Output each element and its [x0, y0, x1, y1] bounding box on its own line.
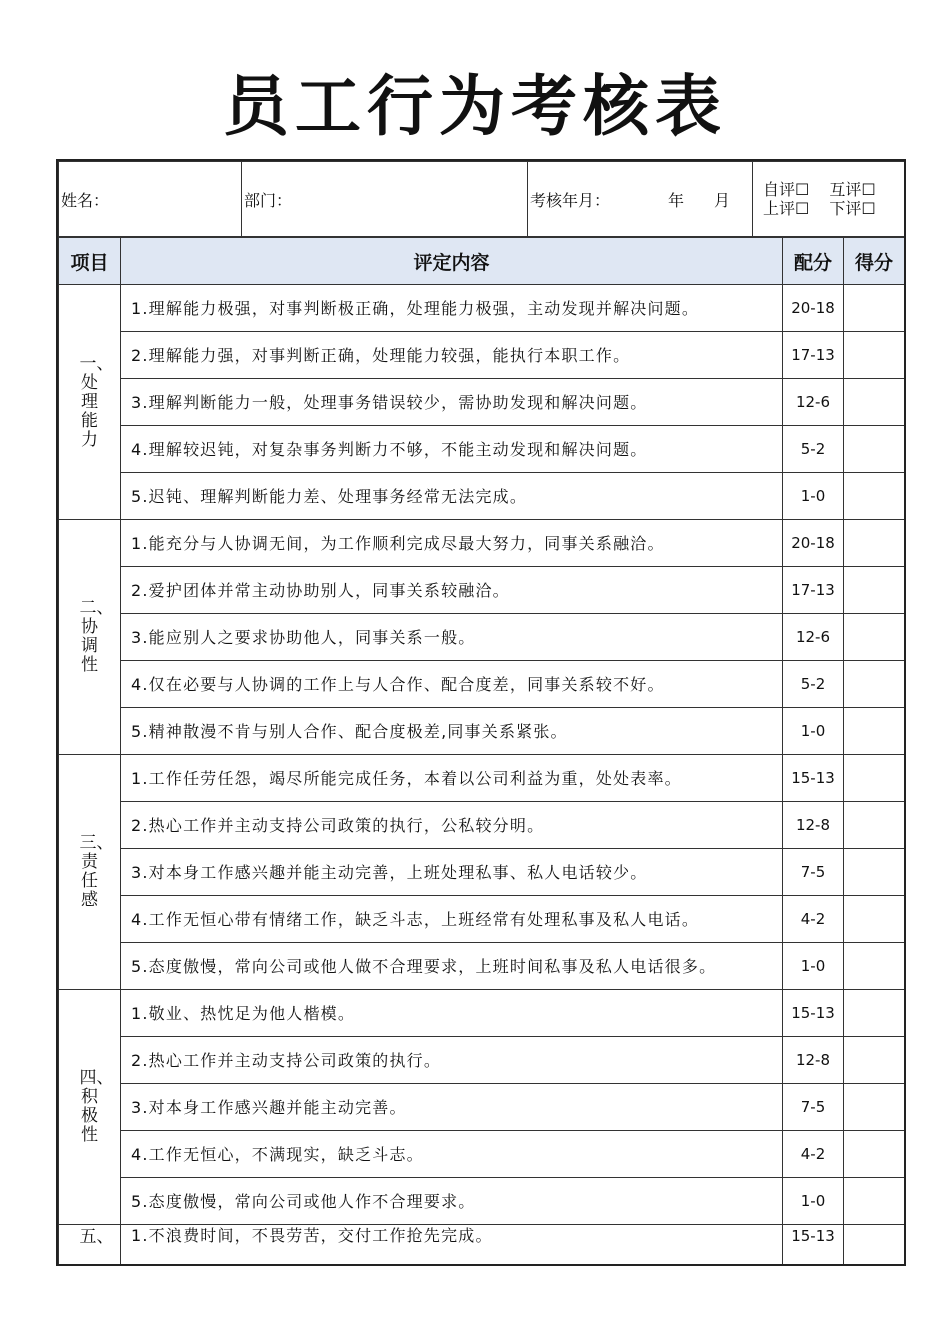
header-item: 项目 [59, 238, 121, 285]
criteria-row [59, 943, 905, 990]
criteria-row [59, 896, 905, 943]
criteria-row [59, 1225, 905, 1267]
name-field[interactable] [59, 162, 242, 237]
score-input-cell[interactable] [844, 520, 905, 567]
criteria-table [58, 237, 905, 1266]
period-label: 考核年月： [530, 190, 611, 210]
criteria-text: 2.热心工作并主动支持公司政策的执行。 [121, 1037, 783, 1084]
points-range: 5-2 [783, 426, 844, 473]
criteria-text: 1.工作任劳任怨，竭尽所能完成任务，本着以公司利益为重，处处表率。 [121, 755, 783, 802]
name-label: 姓名： [61, 190, 110, 210]
score-input-cell[interactable] [844, 661, 905, 708]
criteria-text: 5.迟钝、理解判断能力差、处理事务经常无法完成。 [121, 473, 783, 520]
superior-eval-checkbox[interactable]: 上评☐ [763, 199, 810, 218]
points-range: 5-2 [783, 661, 844, 708]
points-range: 17-13 [783, 332, 844, 379]
criteria-row [59, 426, 905, 473]
points-range: 15-13 [783, 990, 844, 1037]
month-label: 月 [714, 190, 731, 210]
score-input-cell[interactable] [844, 896, 905, 943]
category-label: 五、 [79, 1227, 114, 1247]
criteria-text: 4.工作无恒心，不满现实，缺乏斗志。 [121, 1131, 783, 1178]
points-range: 1-0 [783, 1178, 844, 1225]
points-range: 12-6 [783, 614, 844, 661]
department-field[interactable] [242, 162, 528, 237]
points-range: 7-5 [783, 1084, 844, 1131]
criteria-row [59, 1178, 905, 1225]
criteria-row [59, 379, 905, 426]
criteria-row [59, 708, 905, 755]
score-input-cell[interactable] [844, 755, 905, 802]
evaluation-type-options [753, 162, 905, 237]
department-label: 部门： [244, 190, 293, 210]
points-range: 7-5 [783, 849, 844, 896]
criteria-row [59, 473, 905, 520]
score-input-cell[interactable] [844, 332, 905, 379]
criteria-text: 4.仅在必要与人协调的工作上与人合作、配合度差，同事关系较不好。 [121, 661, 783, 708]
criteria-row [59, 1037, 905, 1084]
year-label: 年 [668, 190, 685, 210]
score-input-cell[interactable] [844, 708, 905, 755]
peer-eval-checkbox[interactable]: 互评☐ [829, 180, 876, 199]
score-input-cell[interactable] [844, 426, 905, 473]
score-input-cell[interactable] [844, 943, 905, 990]
criteria-row [59, 1131, 905, 1178]
points-range: 15-13 [783, 755, 844, 802]
subordinate-eval-checkbox[interactable]: 下评☐ [829, 199, 876, 218]
criteria-text: 2.爱护团体并常主动协助别人，同事关系较融洽。 [121, 567, 783, 614]
score-input-cell[interactable] [844, 1131, 905, 1178]
criteria-row [59, 1084, 905, 1131]
header-score: 得分 [844, 238, 905, 285]
criteria-text: 2.热心工作并主动支持公司政策的执行，公私较分明。 [121, 802, 783, 849]
criteria-row [59, 520, 905, 567]
category-cell [59, 755, 121, 990]
score-input-cell[interactable] [844, 285, 905, 332]
self-eval-checkbox[interactable]: 自评☐ [763, 180, 810, 199]
appraisal-form [56, 159, 906, 1266]
criteria-row [59, 285, 905, 332]
points-range: 12-8 [783, 1037, 844, 1084]
info-table [58, 161, 905, 237]
criteria-row [59, 802, 905, 849]
points-range: 17-13 [783, 567, 844, 614]
criteria-text: 3.对本身工作感兴趣并能主动完善。 [121, 1084, 783, 1131]
criteria-row [59, 332, 905, 379]
points-range: 15-13 [783, 1225, 844, 1267]
category-label: 一、处理能力 [79, 353, 114, 450]
points-range: 1-0 [783, 473, 844, 520]
score-input-cell[interactable] [844, 1037, 905, 1084]
score-input-cell[interactable] [844, 379, 905, 426]
criteria-text: 3.理解判断能力一般，处理事务错误较少，需协助发现和解决问题。 [121, 379, 783, 426]
criteria-text: 1.不浪费时间，不畏劳苦，交付工作抢先完成。 [121, 1225, 783, 1267]
score-input-cell[interactable] [844, 567, 905, 614]
points-range: 1-0 [783, 708, 844, 755]
criteria-text: 4.工作无恒心带有情绪工作，缺乏斗志，上班经常有处理私事及私人电话。 [121, 896, 783, 943]
criteria-row [59, 614, 905, 661]
score-input-cell[interactable] [844, 990, 905, 1037]
criteria-row [59, 849, 905, 896]
points-range: 12-6 [783, 379, 844, 426]
criteria-text: 3.能应别人之要求协助他人，同事关系一般。 [121, 614, 783, 661]
score-input-cell[interactable] [844, 1178, 905, 1225]
score-input-cell[interactable] [844, 1084, 905, 1131]
category-cell [59, 285, 121, 520]
criteria-text: 4.理解较迟钝，对复杂事务判断力不够，不能主动发现和解决问题。 [121, 426, 783, 473]
score-input-cell[interactable] [844, 849, 905, 896]
points-range: 1-0 [783, 943, 844, 990]
category-label: 四、积极性 [79, 1068, 114, 1145]
header-content: 评定内容 [121, 238, 783, 285]
score-input-cell[interactable] [844, 473, 905, 520]
form-title: 员工行为考核表 [223, 68, 727, 145]
category-label: 二、协调性 [79, 598, 114, 675]
criteria-row [59, 567, 905, 614]
category-label: 三、责任感 [79, 833, 114, 910]
category-cell [59, 990, 121, 1225]
category-cell [59, 1225, 121, 1267]
table-header-row [59, 238, 905, 285]
period-field[interactable] [528, 162, 753, 237]
criteria-text: 1.理解能力极强，对事判断极正确，处理能力极强，主动发现并解决问题。 [121, 285, 783, 332]
category-cell [59, 520, 121, 755]
criteria-text: 1.能充分与人协调无间，为工作顺利完成尽最大努力，同事关系融洽。 [121, 520, 783, 567]
criteria-text: 3.对本身工作感兴趣并能主动完善，上班处理私事、私人电话较少。 [121, 849, 783, 896]
score-input-cell[interactable] [844, 1225, 905, 1267]
points-range: 4-2 [783, 1131, 844, 1178]
criteria-text: 5.态度傲慢，常向公司或他人做不合理要求，上班时间私事及私人电话很多。 [121, 943, 783, 990]
header-points: 配分 [783, 238, 844, 285]
points-range: 20-18 [783, 285, 844, 332]
criteria-row [59, 661, 905, 708]
criteria-text: 5.精神散漫不肯与别人合作、配合度极差,同事关系紧张。 [121, 708, 783, 755]
score-input-cell[interactable] [844, 802, 905, 849]
points-range: 20-18 [783, 520, 844, 567]
criteria-row [59, 990, 905, 1037]
points-range: 12-8 [783, 802, 844, 849]
criteria-text: 2.理解能力强，对事判断正确，处理能力较强，能执行本职工作。 [121, 332, 783, 379]
criteria-row [59, 755, 905, 802]
criteria-text: 5.态度傲慢，常向公司或他人作不合理要求。 [121, 1178, 783, 1225]
score-input-cell[interactable] [844, 614, 905, 661]
criteria-text: 1.敬业、热忱足为他人楷模。 [121, 990, 783, 1037]
points-range: 4-2 [783, 896, 844, 943]
